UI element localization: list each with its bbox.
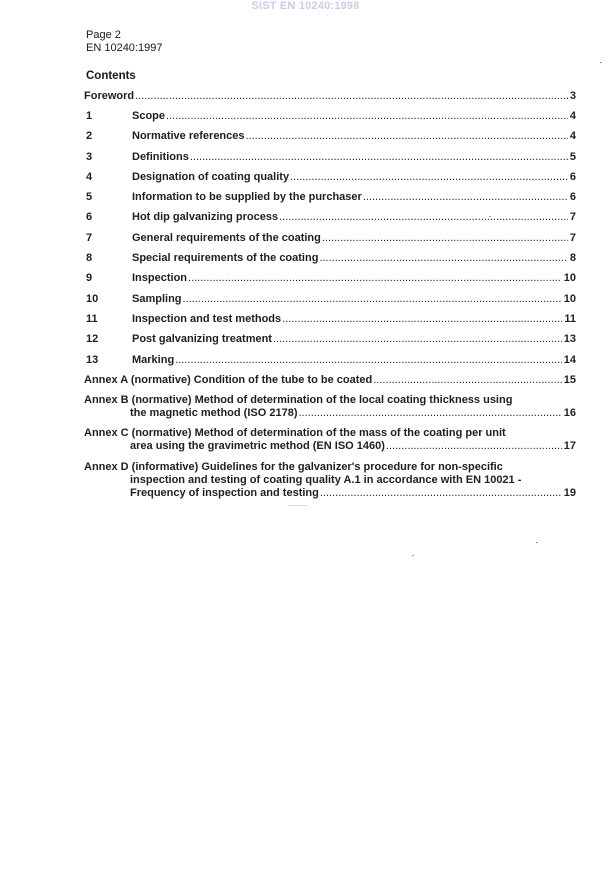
toc-page: 17 <box>563 439 576 452</box>
toc-title: Inspection <box>132 272 188 285</box>
toc-page: 16 <box>563 406 576 419</box>
toc-page: 19 <box>563 486 576 499</box>
toc-page: 15 <box>563 373 576 386</box>
toc-entry-5[interactable] <box>84 191 576 211</box>
toc-entry-13[interactable] <box>84 354 576 374</box>
toc-title: Sampling <box>132 292 182 305</box>
toc-leader <box>166 110 568 123</box>
toc-leader <box>190 151 568 164</box>
doc-id: EN 10240:1997 <box>86 42 163 54</box>
scan-speck <box>288 505 308 506</box>
toc-leader <box>282 313 562 326</box>
toc-title-cont: area using the gravimetric method (EN ISO 1460) <box>130 439 385 452</box>
toc-title: Designation of coating quality <box>132 170 290 183</box>
scan-speck <box>412 555 414 556</box>
toc-title-cont: Frequency of inspection and testing <box>130 486 319 499</box>
toc-entry-annex-a[interactable] <box>84 374 576 394</box>
toc-leader <box>320 487 562 500</box>
toc-leader <box>373 374 562 387</box>
toc-entry-8[interactable] <box>84 252 576 272</box>
toc-number: 8 <box>86 252 93 265</box>
toc-leader <box>363 191 568 204</box>
toc-title: Definitions <box>132 150 189 163</box>
toc-leader <box>246 130 568 143</box>
toc-page: 6 <box>569 191 576 204</box>
toc-number: 12 <box>86 333 99 346</box>
toc-entry-foreword[interactable] <box>84 90 576 110</box>
toc-page: 5 <box>569 150 576 163</box>
toc-title-cont: the magnetic method (ISO 2178) <box>130 406 298 419</box>
toc-entry-1[interactable] <box>84 110 576 130</box>
toc-title: General requirements of the coating <box>132 231 321 244</box>
toc-entry-annex-b[interactable] <box>84 394 576 427</box>
toc-number: 3 <box>86 150 93 163</box>
toc-entry-12[interactable] <box>84 333 576 353</box>
toc-page: 10 <box>563 272 576 285</box>
toc-leader <box>279 211 568 224</box>
toc-number: 7 <box>86 231 93 244</box>
toc-number: 10 <box>86 292 99 305</box>
contents-title: Contents <box>86 70 136 82</box>
toc-page: 11 <box>564 312 576 325</box>
toc-title: Special requirements of the coating <box>132 252 319 265</box>
watermark: SIST EN 10240:1998 <box>251 0 360 12</box>
toc-number: 9 <box>86 272 93 285</box>
table-of-contents <box>84 90 576 507</box>
toc-title-cont: inspection and testing of coating quality A.1 in accordance with EN 10021 - <box>130 473 522 486</box>
toc-page: 8 <box>569 252 576 265</box>
toc-number: 11 <box>86 312 98 325</box>
toc-page: 7 <box>569 231 576 244</box>
toc-title: Annex B (normative) Method of determination of the local coating thickness using <box>84 393 513 406</box>
page-label: Page 2 <box>86 29 121 41</box>
scan-speck <box>600 62 602 63</box>
toc-leader <box>298 407 561 420</box>
toc-title: Foreword <box>84 90 135 102</box>
toc-title: Marking <box>132 353 175 366</box>
toc-title: Post galvanizing treatment <box>132 333 272 346</box>
toc-leader <box>135 90 568 103</box>
toc-title: Hot dip galvanizing process <box>132 211 279 224</box>
toc-title: Information to be supplied by the purchaser <box>132 191 362 204</box>
scan-speck <box>536 542 538 543</box>
toc-number: 4 <box>86 170 93 183</box>
toc-entry-annex-d[interactable] <box>84 461 576 507</box>
toc-leader <box>386 440 562 453</box>
toc-number: 5 <box>86 191 93 204</box>
toc-page: 6 <box>569 170 576 183</box>
toc-leader <box>175 354 562 367</box>
toc-page: 7 <box>569 211 576 224</box>
toc-title: Inspection and test methods <box>132 312 282 325</box>
toc-title: Annex D (informative) Guidelines for the galvanizer's procedure for non-specific <box>84 460 503 473</box>
toc-number: 6 <box>86 211 93 224</box>
toc-page: 4 <box>569 130 576 143</box>
toc-title: Normative references <box>132 130 245 143</box>
toc-leader <box>322 232 568 245</box>
toc-entry-9[interactable] <box>84 272 576 292</box>
toc-page: 14 <box>563 353 576 366</box>
toc-title: Scope <box>132 110 166 122</box>
toc-title: Annex A (normative) Condition of the tube to be coated <box>84 373 373 386</box>
scan-speck <box>489 216 491 217</box>
toc-page: 13 <box>563 333 576 346</box>
toc-leader <box>188 272 562 285</box>
toc-entry-7[interactable] <box>84 232 576 252</box>
page-header <box>86 29 162 55</box>
toc-leader <box>290 171 568 184</box>
toc-number: 13 <box>86 353 99 366</box>
toc-entry-annex-c[interactable] <box>84 427 576 461</box>
toc-page: 4 <box>569 110 576 122</box>
toc-entry-10[interactable] <box>84 293 576 313</box>
toc-entry-3[interactable] <box>84 151 576 171</box>
toc-number: 1 <box>86 110 93 122</box>
toc-entry-2[interactable] <box>84 130 576 150</box>
toc-page: 3 <box>569 90 576 102</box>
toc-leader <box>273 333 562 346</box>
toc-entry-6[interactable] <box>84 211 576 231</box>
toc-entry-11[interactable] <box>84 313 576 333</box>
toc-title: Annex C (normative) Method of determination of the mass of the coating per unit <box>84 426 506 439</box>
toc-leader <box>319 252 567 265</box>
toc-number: 2 <box>86 130 93 143</box>
toc-page: 10 <box>563 292 576 305</box>
toc-entry-4[interactable] <box>84 171 576 191</box>
toc-leader <box>183 293 562 306</box>
